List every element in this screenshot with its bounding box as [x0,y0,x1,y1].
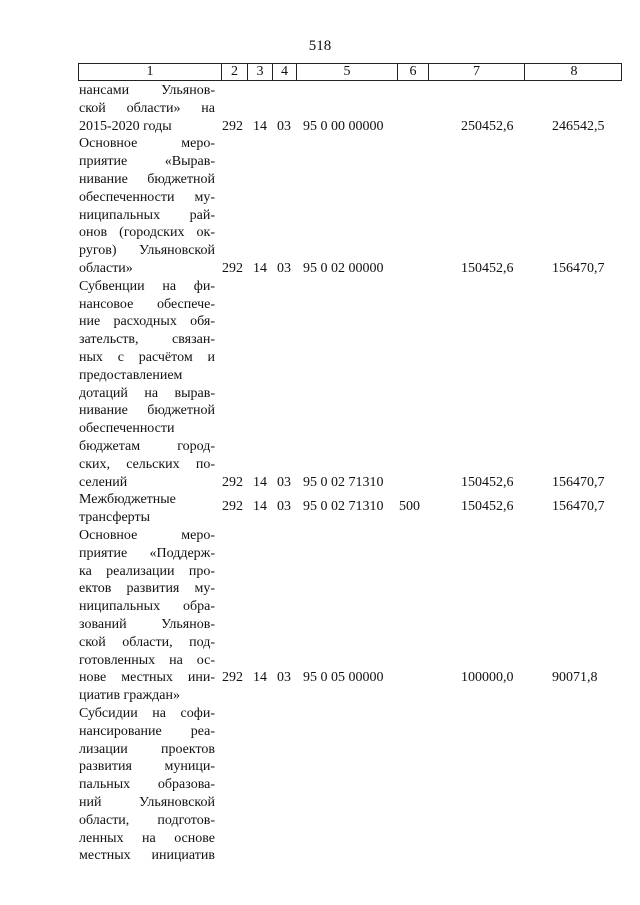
desc-line: нивание бюджетной [79,403,215,419]
cell-col-2: 292 [222,670,243,686]
desc-line: нивание бюджетной [79,171,215,187]
desc-line: пальных образова- [79,777,215,793]
cell-col-8: 156470,7 [552,499,605,515]
cell-col-4: 03 [277,499,291,515]
row-description [79,491,215,527]
cell-col-4: 03 [277,670,291,686]
header-col-5: 5 [297,64,398,80]
desc-line: Основное меро- [79,136,215,152]
cell-col-3: 14 [253,670,267,686]
header-col-4: 4 [273,64,297,80]
desc-line: ка реализации про- [79,563,215,579]
desc-line: ленных на основе [79,830,215,846]
desc-line: Субсидии на софи- [79,706,215,721]
header-col-6: 6 [398,64,429,80]
table-header [78,63,622,81]
desc-line: ругов) Ульяновской [79,243,215,259]
desc-line: области, подготов- [79,812,215,828]
cell-col-2: 292 [222,260,243,276]
row-description [79,278,215,492]
desc-line: лизации проектов [79,741,215,757]
cell-col-5: 95 0 02 71310 [303,474,384,490]
row-description [79,527,215,705]
cell-col-3: 14 [253,260,267,276]
cell-col-7: 150452,6 [461,499,514,515]
desc-line: трансферты [79,510,151,526]
desc-line: области» [79,260,133,276]
row-description [79,82,215,135]
cell-col-2: 292 [222,474,243,490]
row-description [79,135,215,277]
desc-line: ектов развития му- [79,581,215,597]
cell-col-7: 150452,6 [461,260,514,276]
cell-col-2: 292 [222,499,243,515]
row-description [79,705,215,865]
desc-line: местных инициатив [79,848,215,864]
desc-line: готовленных на ос- [79,652,215,668]
desc-line: нансами Ульянов- [79,83,215,98]
desc-line: селений [79,474,128,490]
cell-col-3: 14 [253,474,267,490]
header-col-7: 7 [429,64,525,80]
desc-line: бюджетам город- [79,438,215,454]
header-col-8: 8 [570,64,578,79]
cell-col-8: 156470,7 [552,474,605,490]
desc-line: циатив граждан» [79,688,181,704]
desc-line: приятие «Поддерж- [79,545,215,561]
desc-line: нансовое обеспече- [79,296,215,312]
cell-col-3: 14 [253,118,267,134]
cell-col-8: 156470,7 [552,260,605,276]
cell-col-5: 95 0 00 00000 [303,118,384,134]
cell-col-2: 292 [222,118,243,134]
desc-line: обеспеченности [79,421,175,437]
desc-line: 2015-2020 годы [79,118,172,134]
cell-col-7: 250452,6 [461,118,514,134]
desc-line: зательств, связан- [79,332,215,348]
desc-line: ных с расчётом и [79,349,215,365]
header-col-3: 3 [248,64,273,80]
desc-line: дотаций на вырав- [79,385,215,401]
cell-col-4: 03 [277,260,291,276]
desc-line: ний Ульяновской [79,794,215,810]
desc-line: онов (городских ок- [79,225,215,241]
cell-col-5: 95 0 05 00000 [303,670,384,686]
desc-line: нансирование реа- [79,723,215,739]
cell-col-7: 150452,6 [461,474,514,490]
desc-line: ние расходных обя- [79,314,215,330]
cell-col-8: 246542,5 [552,118,605,134]
desc-line: развития муници- [79,759,215,775]
cell-col-4: 03 [277,118,291,134]
header-col-1: 1 [79,64,222,80]
header-col-2: 2 [222,64,248,80]
desc-line: предоставлением [79,367,183,383]
cell-col-3: 14 [253,499,267,515]
desc-line: ской области» на [79,100,215,116]
desc-line: зований Ульянов- [79,616,215,632]
cell-col-4: 03 [277,474,291,490]
cell-col-8: 90071,8 [552,670,598,686]
cell-col-5: 95 0 02 00000 [303,260,384,276]
desc-line: ских, сельских по- [79,456,215,472]
cell-col-5: 95 0 02 71310 [303,499,384,515]
desc-line: Субвенции на фи- [79,278,215,294]
desc-line: Основное меро- [79,528,215,543]
desc-line: ниципальных рай- [79,207,215,223]
desc-line: приятие «Вырав- [79,154,215,170]
desc-line: нове местных ини- [79,670,215,686]
desc-line: ниципальных обра- [79,599,215,615]
cell-col-7: 100000,0 [461,670,514,686]
desc-line: обеспеченности му- [79,189,215,205]
page-number: 518 [308,38,332,54]
cell-col-6: 500 [399,499,420,515]
desc-line: ской области, под- [79,634,215,650]
desc-line: Межбюджетные [79,492,176,508]
